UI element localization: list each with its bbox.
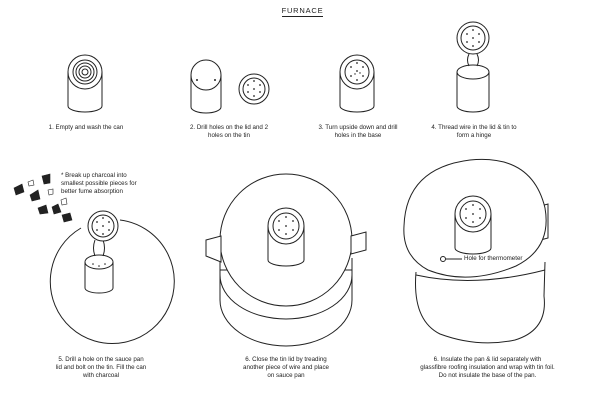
step6-illustration [206, 174, 366, 346]
thermometer-hole [441, 257, 446, 262]
step4-caption: 4. Thread wire in the lid & tin to form a hinge [431, 124, 517, 139]
step2-caption: 2. Drill holes on the lid and 2 holes on the tin [189, 124, 269, 139]
step5-illustration [14, 174, 174, 344]
step3-can-illustration [340, 55, 374, 112]
step5-caption: 5. Drill a hole on the sauce pan lid and bolt on the tin. Fill the can with charcoal [55, 356, 147, 379]
step1-caption: 1. Empty and wash the can [48, 124, 124, 131]
charcoal-note: * Break up charcoal into smallest possible pieces for better fume absorption [61, 172, 137, 195]
step6-caption: 6. Close the tin lid by treading another piece of wire and place on sauce pan [243, 356, 329, 379]
step7-illustration [404, 159, 548, 343]
step3-caption: 3. Turn upside down and drill holes in the base [318, 124, 398, 139]
thermometer-label: Hole for thermometer [464, 255, 523, 262]
step7-caption: 6. Insulate the pan & lid separately with glassfibre roofing insulation and wrap with tin foil. Do not insulate the base of the pan. [420, 356, 555, 379]
step4-hinge-illustration [457, 22, 489, 112]
page-title: FURNACE [281, 6, 324, 15]
step1-can-illustration [68, 55, 102, 112]
step2-can-and-lid-illustration [191, 60, 269, 113]
